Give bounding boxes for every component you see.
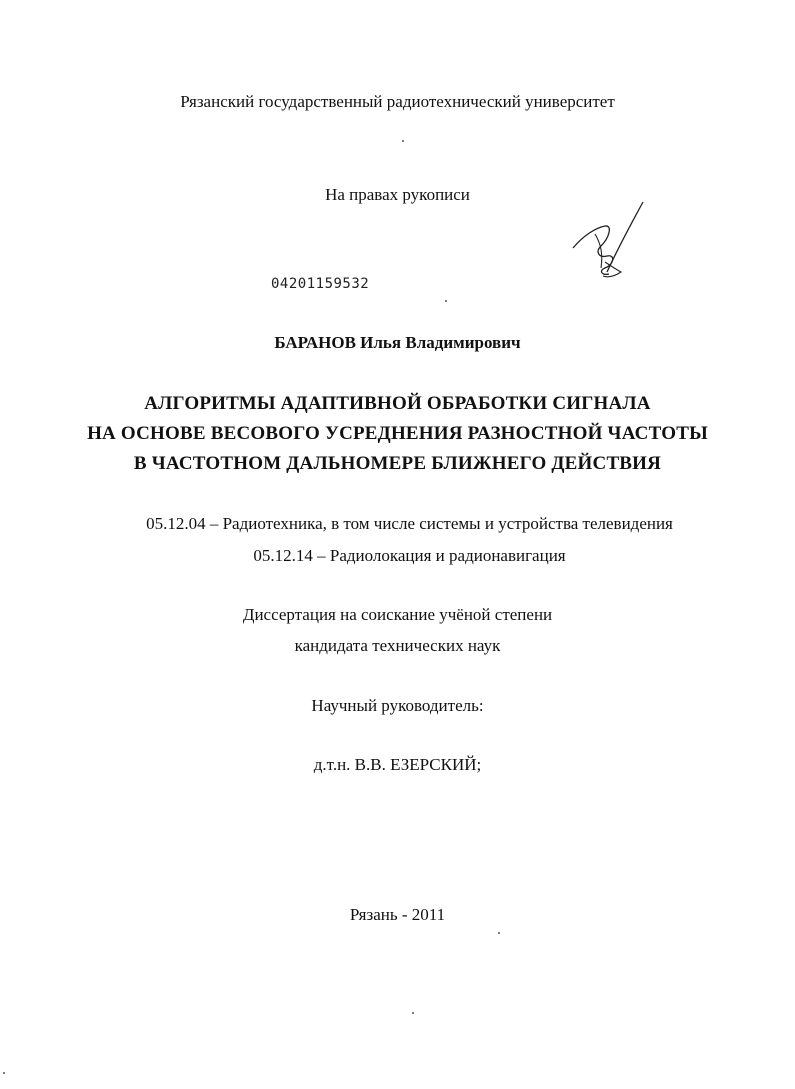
city-year: Рязань - 2011 <box>349 905 446 924</box>
dissertation-title-line: НА ОСНОВЕ ВЕСОВОГО УСРЕДНЕНИЯ РАЗНОСТНОЙ ЧАСТОТЫ <box>87 423 708 444</box>
scan-speck <box>402 140 404 142</box>
dissertation-title-line: В ЧАСТОТНОМ ДАЛЬНОМЕРЕ БЛИЖНЕГО ДЕЙСТВИЯ <box>133 453 662 474</box>
registry-number: 04201159532 <box>271 276 370 292</box>
scan-speck <box>498 932 500 934</box>
degree-name: кандидата технических наук <box>294 636 501 655</box>
signature-icon <box>565 198 650 283</box>
scan-speck <box>3 1072 5 1074</box>
manuscript-note: На правах рукописи <box>325 185 470 204</box>
specialty-code: 05.12.04 – Радиотехника, в том числе системы и устройства телевидения <box>146 514 673 533</box>
scan-speck <box>412 1012 414 1014</box>
supervisor-label: Научный руководитель: <box>311 696 484 715</box>
specialty-code: 05.12.14 – Радиолокация и радионавигация <box>253 546 566 565</box>
supervisor-name: д.т.н. В.В. ЕЗЕРСКИЙ; <box>313 755 482 774</box>
degree-statement: Диссертация на соискание учёной степени <box>242 605 553 624</box>
university-name: Рязанский государственный радиотехнический университет <box>180 92 615 111</box>
author-name: БАРАНОВ Илья Владимирович <box>274 333 521 352</box>
dissertation-title-line: АЛГОРИТМЫ АДАПТИВНОЙ ОБРАБОТКИ СИГНАЛА <box>144 393 651 414</box>
scan-speck <box>445 300 447 302</box>
